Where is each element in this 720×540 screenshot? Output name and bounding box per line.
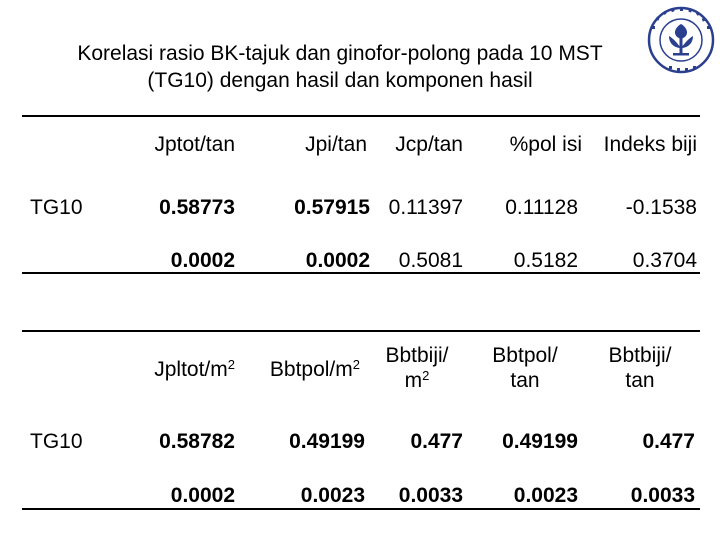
- table1-bottom-rule: [22, 272, 700, 274]
- table2-corr-1: 0.58782: [159, 430, 235, 453]
- title-line-2: (TG10) dengan hasil dan komponen hasil: [147, 69, 533, 92]
- table1-header-indeks: Indeks biji: [603, 133, 697, 156]
- table1-p-5: 0.3704: [632, 249, 697, 272]
- table2-corr-4: 0.49199: [502, 430, 578, 453]
- table2-p-5: 0.0033: [630, 484, 695, 507]
- table2-p-4: 0.0023: [513, 484, 578, 507]
- table2-corr-5: 0.477: [642, 430, 695, 453]
- table2-corr-3: 0.477: [410, 430, 463, 453]
- table2-header-jpltot: Jpltot/$m^2$: [154, 357, 235, 381]
- table2-header-bbtpol-tan: Bbtpol/ tan: [492, 344, 558, 392]
- table2-bottom-rule: [22, 508, 700, 510]
- table1-top-rule: [22, 115, 700, 117]
- table2-top-rule: [22, 330, 700, 332]
- table1-row-label: TG10: [30, 196, 83, 219]
- table2-header-bbtbiji-m2: Bbtbiji/ $m^2$: [385, 344, 449, 392]
- table1-corr-3: 0.11397: [388, 196, 463, 219]
- table1-corr-1: 0.58773: [159, 196, 235, 219]
- table1-header-jpi: Jpi/tan: [305, 133, 367, 156]
- table1-p-1: 0.0002: [170, 249, 235, 272]
- slide-title: [30, 40, 650, 94]
- table1-header-jptot: Jptot/tan: [154, 133, 235, 156]
- title-line-1: Korelasi rasio BK-tajuk dan ginofor-polong pada 10 MST: [77, 42, 603, 65]
- table2-p-2: 0.0023: [300, 484, 365, 507]
- table1-p-3: 0.5081: [398, 249, 463, 272]
- table2-header-bbtpol-m2: Bbtpol/$m^2$: [269, 357, 360, 381]
- table2-p-1: 0.0002: [170, 484, 235, 507]
- table1-p-4: 0.5182: [513, 249, 578, 272]
- table1-corr-4: 0.11128: [505, 196, 578, 219]
- table1-corr-5: -0.1538: [625, 196, 697, 219]
- table2-corr-2: 0.49199: [289, 430, 365, 453]
- table2-header-bbtbiji-tan: Bbtbiji/ tan: [608, 344, 672, 392]
- table2-row-label: TG10: [30, 430, 83, 453]
- table2-p-3: 0.0033: [398, 484, 463, 507]
- table1-p-2: 0.0002: [305, 249, 370, 272]
- table1-header-jcp: Jcp/tan: [395, 133, 463, 156]
- table1-corr-2: 0.57915: [294, 196, 370, 219]
- table1-header-polisi: %pol isi: [509, 133, 582, 156]
- university-seal-icon: [647, 6, 715, 74]
